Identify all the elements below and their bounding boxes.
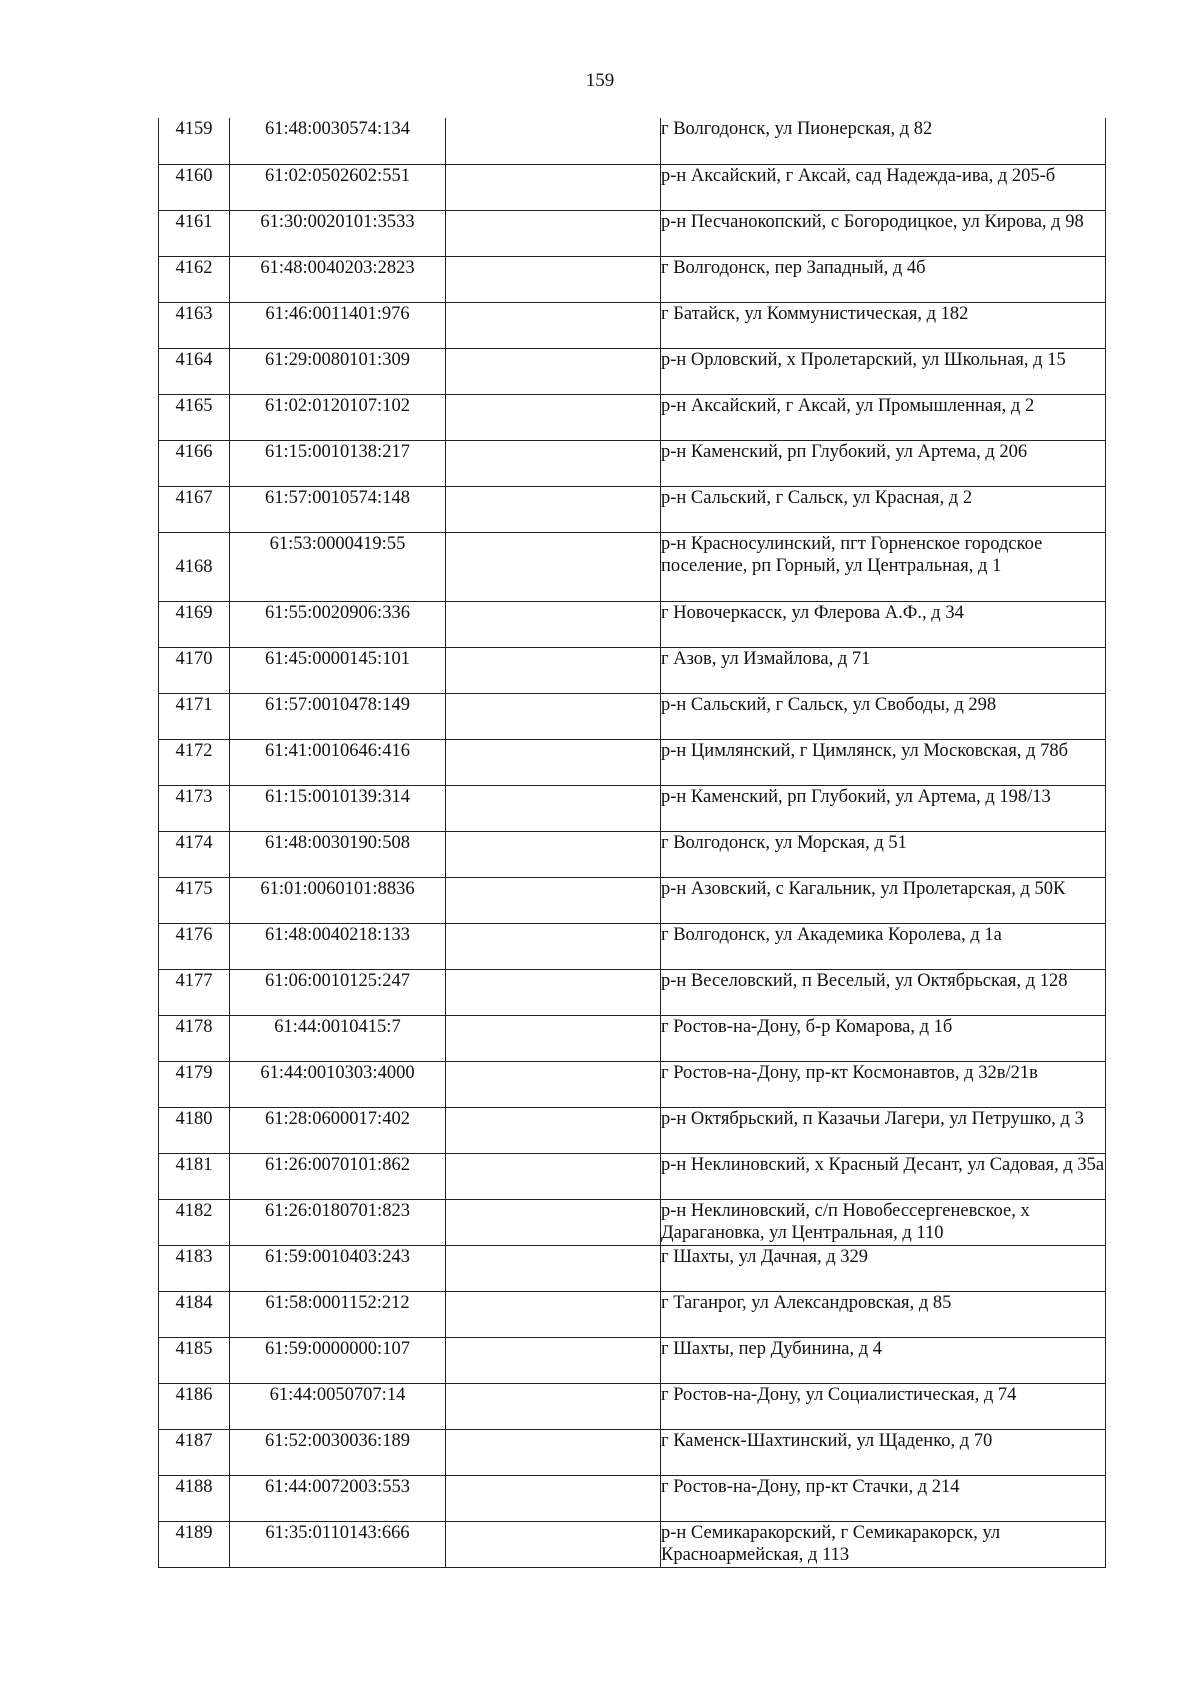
cadastral-number-cell: 61:02:0120107:102 bbox=[230, 394, 446, 440]
cadastral-number-cell: 61:52:0030036:189 bbox=[230, 1429, 446, 1475]
empty-cell bbox=[446, 118, 661, 164]
table-row bbox=[159, 440, 1106, 486]
address-cell: р-н Неклиновский, с/п Новобессергеневское, х Дарагановка, ул Центральная, д 110 bbox=[661, 1199, 1106, 1245]
table-row bbox=[159, 1153, 1106, 1199]
table-row bbox=[159, 1337, 1106, 1383]
row-number-cell: 4160 bbox=[159, 164, 230, 210]
cadastral-number-cell: 61:44:0010303:4000 bbox=[230, 1061, 446, 1107]
address-cell: р-н Цимлянский, г Цимлянск, ул Московская, д 78б bbox=[661, 739, 1106, 785]
row-number-cell: 4188 bbox=[159, 1475, 230, 1521]
table-row bbox=[159, 486, 1106, 532]
table-row bbox=[159, 118, 1106, 164]
row-number-cell: 4168 bbox=[159, 532, 230, 601]
row-number-cell: 4183 bbox=[159, 1245, 230, 1291]
register-table bbox=[158, 118, 1106, 1568]
table-row bbox=[159, 1015, 1106, 1061]
address-cell: г Волгодонск, ул Пионерская, д 82 bbox=[661, 118, 1106, 164]
cadastral-number-cell: 61:48:0030190:508 bbox=[230, 831, 446, 877]
cadastral-number-cell: 61:57:0010574:148 bbox=[230, 486, 446, 532]
row-number-cell: 4181 bbox=[159, 1153, 230, 1199]
cadastral-number-cell: 61:59:0000000:107 bbox=[230, 1337, 446, 1383]
row-number-cell: 4163 bbox=[159, 302, 230, 348]
cadastral-number-cell: 61:15:0010139:314 bbox=[230, 785, 446, 831]
table-row bbox=[159, 1475, 1106, 1521]
row-number-cell: 4180 bbox=[159, 1107, 230, 1153]
table-row bbox=[159, 256, 1106, 302]
empty-cell bbox=[446, 532, 661, 601]
cadastral-number-cell: 61:44:0050707:14 bbox=[230, 1383, 446, 1429]
empty-cell bbox=[446, 1061, 661, 1107]
address-cell: р-н Октябрьский, п Казачьи Лагери, ул Петрушко, д 3 bbox=[661, 1107, 1106, 1153]
table-row bbox=[159, 739, 1106, 785]
table-row bbox=[159, 1521, 1106, 1567]
row-number-cell: 4170 bbox=[159, 647, 230, 693]
address-cell: р-н Сальский, г Сальск, ул Свободы, д 298 bbox=[661, 693, 1106, 739]
empty-cell bbox=[446, 1153, 661, 1199]
row-number-cell: 4164 bbox=[159, 348, 230, 394]
cadastral-number-cell: 61:44:0010415:7 bbox=[230, 1015, 446, 1061]
cadastral-number-cell: 61:55:0020906:336 bbox=[230, 601, 446, 647]
cadastral-number-cell: 61:30:0020101:3533 bbox=[230, 210, 446, 256]
table-row bbox=[159, 348, 1106, 394]
address-cell: г Ростов-на-Дону, пр-кт Космонавтов, д 32в/21в bbox=[661, 1061, 1106, 1107]
address-cell: р-н Песчанокопский, с Богородицкое, ул Кирова, д 98 bbox=[661, 210, 1106, 256]
empty-cell bbox=[446, 1245, 661, 1291]
row-number-cell: 4178 bbox=[159, 1015, 230, 1061]
empty-cell bbox=[446, 302, 661, 348]
row-number-cell: 4165 bbox=[159, 394, 230, 440]
empty-cell bbox=[446, 164, 661, 210]
table-row bbox=[159, 1383, 1106, 1429]
address-cell: р-н Сальский, г Сальск, ул Красная, д 2 bbox=[661, 486, 1106, 532]
row-number-cell: 4182 bbox=[159, 1199, 230, 1245]
empty-cell bbox=[446, 486, 661, 532]
row-number-cell: 4171 bbox=[159, 693, 230, 739]
empty-cell bbox=[446, 1199, 661, 1245]
cadastral-number-cell: 61:57:0010478:149 bbox=[230, 693, 446, 739]
empty-cell bbox=[446, 1291, 661, 1337]
row-number-cell: 4169 bbox=[159, 601, 230, 647]
empty-cell bbox=[446, 1107, 661, 1153]
empty-cell bbox=[446, 1015, 661, 1061]
table-row bbox=[159, 877, 1106, 923]
empty-cell bbox=[446, 969, 661, 1015]
empty-cell bbox=[446, 831, 661, 877]
empty-cell bbox=[446, 923, 661, 969]
table-row bbox=[159, 1291, 1106, 1337]
row-number-cell: 4186 bbox=[159, 1383, 230, 1429]
empty-cell bbox=[446, 1383, 661, 1429]
row-number-cell: 4173 bbox=[159, 785, 230, 831]
cadastral-number-cell: 61:44:0072003:553 bbox=[230, 1475, 446, 1521]
table-row bbox=[159, 601, 1106, 647]
empty-cell bbox=[446, 693, 661, 739]
row-number-cell: 4187 bbox=[159, 1429, 230, 1475]
address-cell: г Волгодонск, ул Морская, д 51 bbox=[661, 831, 1106, 877]
empty-cell bbox=[446, 256, 661, 302]
register-table-body bbox=[159, 118, 1106, 1567]
cadastral-number-cell: 61:48:0040203:2823 bbox=[230, 256, 446, 302]
address-cell: г Ростов-на-Дону, б-р Комарова, д 1б bbox=[661, 1015, 1106, 1061]
row-number-cell: 4174 bbox=[159, 831, 230, 877]
address-cell: г Волгодонск, ул Академика Королева, д 1а bbox=[661, 923, 1106, 969]
address-cell: г Таганрог, ул Александровская, д 85 bbox=[661, 1291, 1106, 1337]
table-row bbox=[159, 693, 1106, 739]
table-row bbox=[159, 647, 1106, 693]
row-number-cell: 4161 bbox=[159, 210, 230, 256]
empty-cell bbox=[446, 1429, 661, 1475]
table-row bbox=[159, 302, 1106, 348]
cadastral-number-cell: 61:48:0030574:134 bbox=[230, 118, 446, 164]
row-number-cell: 4172 bbox=[159, 739, 230, 785]
table-row bbox=[159, 969, 1106, 1015]
page-number: 159 bbox=[585, 70, 615, 91]
empty-cell bbox=[446, 1337, 661, 1383]
cadastral-number-cell: 61:01:0060101:8836 bbox=[230, 877, 446, 923]
table-row bbox=[159, 394, 1106, 440]
row-number-cell: 4179 bbox=[159, 1061, 230, 1107]
cadastral-number-cell: 61:35:0110143:666 bbox=[230, 1521, 446, 1567]
address-cell: г Батайск, ул Коммунистическая, д 182 bbox=[661, 302, 1106, 348]
address-cell: г Волгодонск, пер Западный, д 4б bbox=[661, 256, 1106, 302]
row-number-cell: 4184 bbox=[159, 1291, 230, 1337]
cadastral-number-cell: 61:45:0000145:101 bbox=[230, 647, 446, 693]
table-row bbox=[159, 831, 1106, 877]
empty-cell bbox=[446, 440, 661, 486]
row-number-cell: 4162 bbox=[159, 256, 230, 302]
row-number-cell: 4189 bbox=[159, 1521, 230, 1567]
address-cell: г Шахты, пер Дубинина, д 4 bbox=[661, 1337, 1106, 1383]
table-row bbox=[159, 1245, 1106, 1291]
empty-cell bbox=[446, 739, 661, 785]
address-cell: р-н Каменский, рп Глубокий, ул Артема, д 206 bbox=[661, 440, 1106, 486]
empty-cell bbox=[446, 601, 661, 647]
address-cell: г Каменск-Шахтинский, ул Щаденко, д 70 bbox=[661, 1429, 1106, 1475]
table-row bbox=[159, 1199, 1106, 1245]
empty-cell bbox=[446, 1475, 661, 1521]
cadastral-number-cell: 61:28:0600017:402 bbox=[230, 1107, 446, 1153]
empty-cell bbox=[446, 785, 661, 831]
row-number-cell: 4177 bbox=[159, 969, 230, 1015]
address-cell: р-н Аксайский, г Аксай, сад Надежда-ива, д 205-б bbox=[661, 164, 1106, 210]
address-cell: р-н Аксайский, г Аксай, ул Промышленная, д 2 bbox=[661, 394, 1106, 440]
table-row bbox=[159, 923, 1106, 969]
cadastral-number-cell: 61:59:0010403:243 bbox=[230, 1245, 446, 1291]
cadastral-number-cell: 61:46:0011401:976 bbox=[230, 302, 446, 348]
address-cell: г Ростов-на-Дону, пр-кт Стачки, д 214 bbox=[661, 1475, 1106, 1521]
row-number-cell: 4167 bbox=[159, 486, 230, 532]
cadastral-number-cell: 61:48:0040218:133 bbox=[230, 923, 446, 969]
empty-cell bbox=[446, 394, 661, 440]
cadastral-number-cell: 61:53:0000419:55 bbox=[230, 532, 446, 601]
address-cell: р-н Орловский, х Пролетарский, ул Школьная, д 15 bbox=[661, 348, 1106, 394]
cadastral-number-cell: 61:26:0070101:862 bbox=[230, 1153, 446, 1199]
row-number-cell: 4175 bbox=[159, 877, 230, 923]
cadastral-number-cell: 61:02:0502602:551 bbox=[230, 164, 446, 210]
empty-cell bbox=[446, 647, 661, 693]
table-row bbox=[159, 210, 1106, 256]
cadastral-number-cell: 61:26:0180701:823 bbox=[230, 1199, 446, 1245]
table-row bbox=[159, 1107, 1106, 1153]
table-row bbox=[159, 1429, 1106, 1475]
table-row bbox=[159, 1061, 1106, 1107]
address-cell: р-н Веселовский, п Веселый, ул Октябрьская, д 128 bbox=[661, 969, 1106, 1015]
address-cell: р-н Неклиновский, х Красный Десант, ул Садовая, д 35а bbox=[661, 1153, 1106, 1199]
cadastral-number-cell: 61:15:0010138:217 bbox=[230, 440, 446, 486]
address-cell: г Шахты, ул Дачная, д 329 bbox=[661, 1245, 1106, 1291]
cadastral-number-cell: 61:58:0001152:212 bbox=[230, 1291, 446, 1337]
row-number-cell: 4159 bbox=[159, 118, 230, 164]
row-number-cell: 4176 bbox=[159, 923, 230, 969]
cadastral-number-cell: 61:41:0010646:416 bbox=[230, 739, 446, 785]
empty-cell bbox=[446, 210, 661, 256]
table-row bbox=[159, 785, 1106, 831]
address-cell: г Новочеркасск, ул Флерова А.Ф., д 34 bbox=[661, 601, 1106, 647]
cadastral-number-cell: 61:29:0080101:309 bbox=[230, 348, 446, 394]
address-cell: р-н Каменский, рп Глубокий, ул Артема, д 198/13 bbox=[661, 785, 1106, 831]
address-cell: р-н Красносулинский, пгт Горненское городское поселение, рп Горный, ул Центральная, д 1 bbox=[661, 532, 1106, 601]
empty-cell bbox=[446, 348, 661, 394]
address-cell: р-н Азовский, с Кагальник, ул Пролетарская, д 50К bbox=[661, 877, 1106, 923]
address-cell: г Азов, ул Измайлова, д 71 bbox=[661, 647, 1106, 693]
empty-cell bbox=[446, 1521, 661, 1567]
table-row bbox=[159, 532, 1106, 601]
cadastral-number-cell: 61:06:0010125:247 bbox=[230, 969, 446, 1015]
table-row bbox=[159, 164, 1106, 210]
row-number-cell: 4166 bbox=[159, 440, 230, 486]
address-cell: р-н Семикаракорский, г Семикаракорск, ул Красноармейская, д 113 bbox=[661, 1521, 1106, 1567]
empty-cell bbox=[446, 877, 661, 923]
address-cell: г Ростов-на-Дону, ул Социалистическая, д 74 bbox=[661, 1383, 1106, 1429]
row-number-cell: 4185 bbox=[159, 1337, 230, 1383]
